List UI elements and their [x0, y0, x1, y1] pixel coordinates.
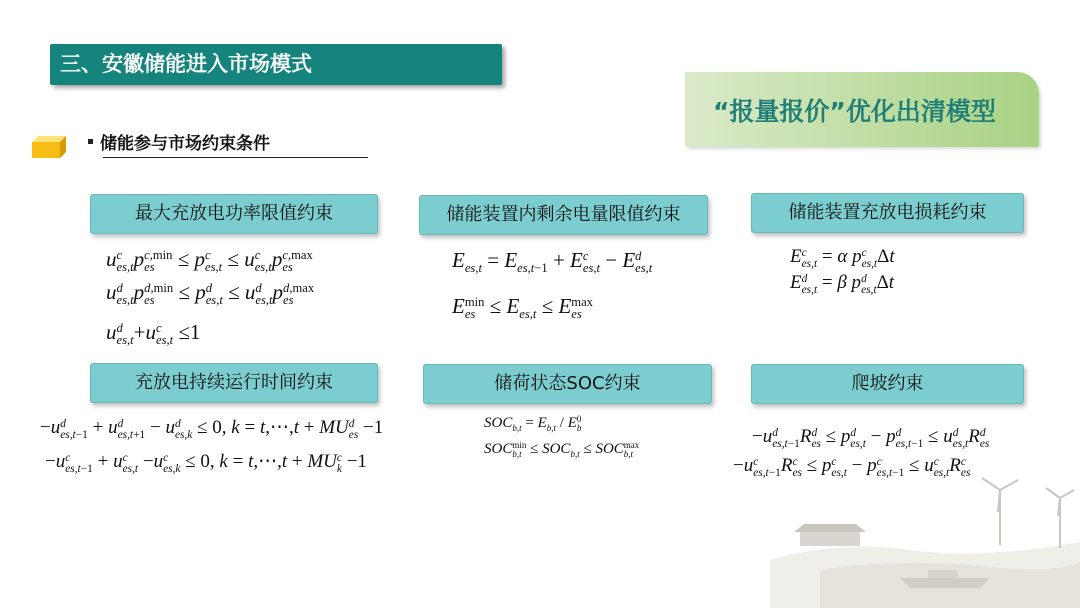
formula-discharge-loss: E d es,t = β p d es,t Δt — [790, 272, 895, 296]
formula-charge-power-limit: u c es,t p c,min es ≤ p c es,t ≤ u c es,t p c,max es — [106, 247, 313, 275]
subtitle: 储能参与市场约束条件 — [100, 134, 270, 154]
formula-discharge-power-limit: u d es,t p d,min es ≤ p d es,t ≤ u d es,t p d,max es — [106, 280, 315, 308]
formula-discharge-duration: −u d es,t−1 + u d es,t+1 − u d es,k ≤ 0, k = t,⋯,t + MU d es −1 — [40, 417, 384, 441]
formula-charge-duration: −u c es,t−1 + u c es,t −u c es,k ≤ 0, k = t,⋯,t + MU c k −1 — [45, 451, 367, 475]
section-title-bar — [50, 44, 502, 85]
subtitle-underline — [103, 157, 368, 158]
box-ramp-constraint: 爬坡约束 — [751, 364, 1024, 404]
model-title: “报量报价”优化出清模型 — [713, 97, 996, 126]
formula-soc-limit: SOC min b,t ≤ $SOC_{b,t}$ ≤ SOC max b,t — [484, 440, 640, 459]
box-soc-constraint: 储荷状态SOC约束 — [423, 364, 712, 404]
formula-state-exclusive: u d es,t +u c es,t ≤1 — [106, 320, 201, 348]
landscape-illustration — [760, 470, 1080, 608]
model-title-banner — [685, 72, 1039, 147]
box-loss-constraint: 储能装置充放电损耗约束 — [751, 193, 1024, 233]
section-title: 三、安徽储能进入市场模式 — [60, 52, 312, 76]
formula-energy-limit: E min es ≤ $E_{es,t} \le E$ max es — [452, 294, 593, 322]
box-duration-constraint: 充放电持续运行时间约束 — [90, 363, 378, 403]
formula-soc-definition: $SOC_{b,t} = E_{b,t} / E$ 0 b — [484, 414, 582, 433]
cube-icon — [32, 136, 66, 158]
bullet-icon — [88, 139, 93, 144]
formula-charge-ramp: −u c es,t−1 R c es ≤ p c es,t − p c es,t−1 ≤ u c es,t R c es — [733, 455, 971, 479]
box-max-power-constraint: 最大充放电功率限值约束 — [90, 194, 378, 234]
formula-energy-balance: $E_{es,t} = E_{es,t-1} + E$ c es,t − E d es,t — [452, 248, 653, 276]
formula-charge-loss: E c es,t = α p c es,t Δt — [790, 246, 895, 270]
box-energy-limit-constraint: 储能装置内剩余电量限值约束 — [419, 195, 708, 235]
formula-discharge-ramp: −u d es,t−1 R d es ≤ p d es,t − p d es,t−1 ≤ u d es,t R d es — [752, 426, 990, 450]
